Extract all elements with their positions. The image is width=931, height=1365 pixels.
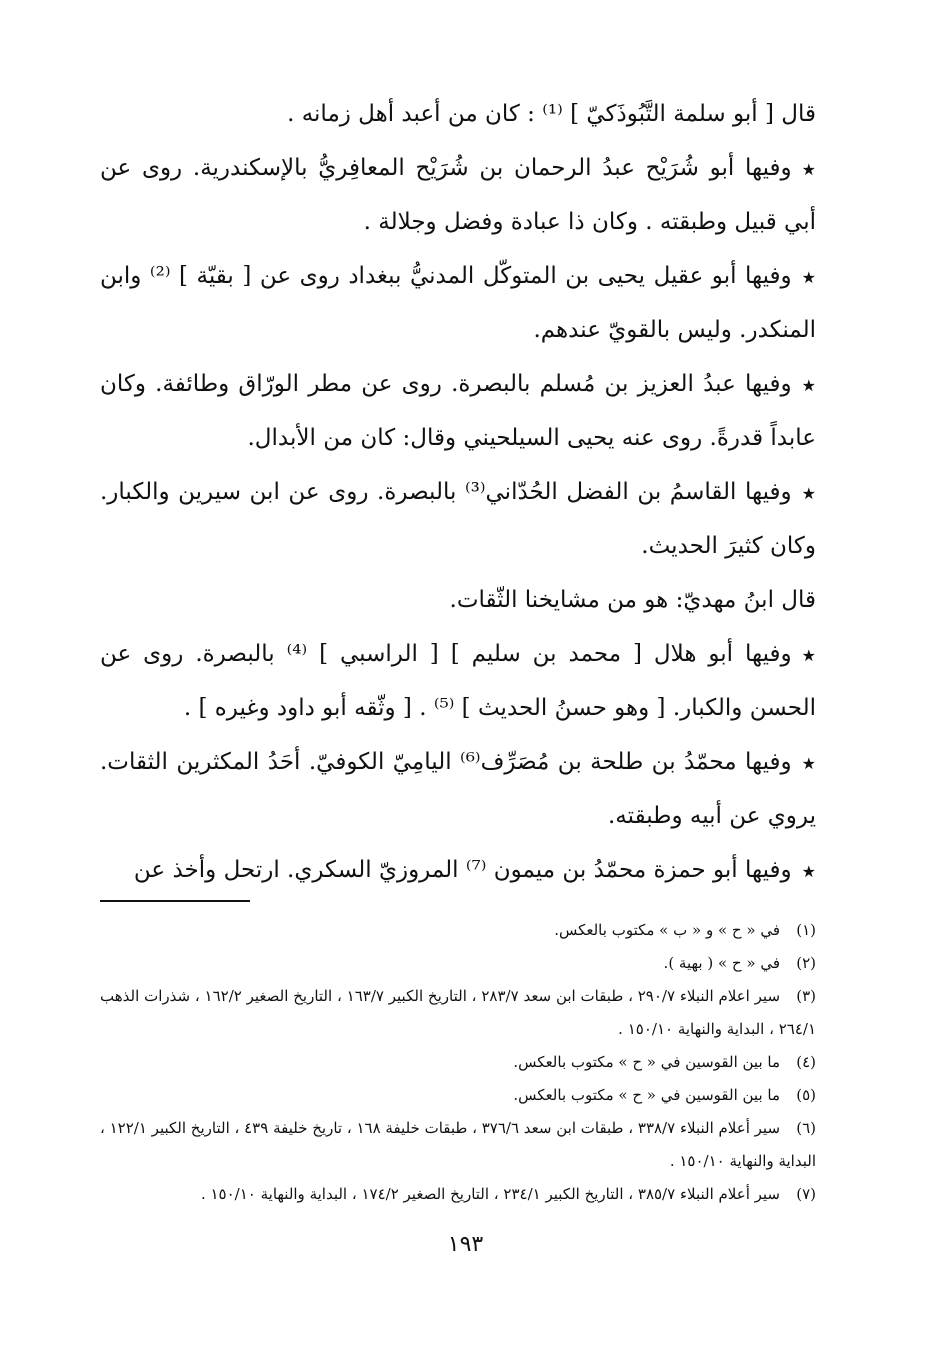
- paragraph-2-text: وفيها أبو شُرَيْح عبدُ الرحمان بن شُرَيْح المعافِريُّ بالإسكندرية. روى عن أبي قبيل وطبقته . وكان ذا عبادة وفضل وجلالة .: [100, 155, 816, 235]
- page-number: ١٩٣: [447, 1232, 484, 1257]
- footnote-text: في « ح » ( بهية ).: [663, 954, 780, 972]
- star-marker: ★: [801, 160, 816, 179]
- footnote-text: ما بين القوسين في « ح » مكتوب بالعكس.: [513, 1086, 780, 1104]
- paragraph-6: [100, 574, 816, 626]
- footnote-5: [100, 1079, 816, 1112]
- paragraph-2: [100, 142, 816, 248]
- star-marker: ★: [801, 376, 816, 395]
- footnote-number: (٣): [796, 987, 817, 1005]
- paragraph-8-text: وفيها محمّدُ بن طلحة بن مُصَرِّف⁽⁶⁾ اليامِيّ الكوفيّ. أحَدُ المكثرين الثقات. يروي عن أبيه وطبقته.: [100, 749, 816, 829]
- star-marker: ★: [801, 754, 816, 773]
- footnote-number: (٥): [796, 1086, 816, 1104]
- paragraph-3: [100, 250, 816, 356]
- footnote-number: (٤): [796, 1053, 816, 1071]
- paragraph-5-text: وفيها القاسمُ بن الفضل الحُدّاني⁽³⁾ بالبصرة. روى عن ابن سيرين والكبار. وكان كثيرَ الحديث.: [100, 479, 816, 559]
- footnote-text: سير اعلام النبلاء ٢٩٠/٧ ، طبقات ابن سعد ٢٨٣/٧ ، التاريخ الكبير ١٦٣/٧ ، التاريخ الصغير ١٦٢/٢ ، شذرات الذهب ٢٦٤/١ ، البداية والنهاية ١٥٠/١٠ .: [100, 987, 816, 1038]
- main-text: [100, 88, 816, 898]
- footnote-1: [100, 914, 816, 947]
- footnote-number: (٦): [796, 1119, 817, 1137]
- footnote-number: (١): [796, 921, 816, 939]
- footnote-6: [100, 1112, 816, 1178]
- footnote-text: في « ح » و « ب » مكتوب بالعكس.: [554, 921, 780, 939]
- paragraph-7: [100, 628, 816, 734]
- footnote-3: [100, 980, 816, 1046]
- footnotes: [100, 914, 816, 1211]
- paragraph-4: [100, 358, 816, 464]
- footnote-text: سير أعلام النبلاء ٣٨٥/٧ ، التاريخ الكبير ٢٣٤/١ ، التاريخ الصغير ١٧٤/٢ ، البداية والنهاية ١٥٠/١٠ .: [200, 1185, 780, 1203]
- footnote-divider: [100, 900, 816, 914]
- footnote-2: [100, 947, 816, 980]
- paragraph-5: [100, 466, 816, 572]
- footnote-number: (٧): [796, 1185, 816, 1203]
- paragraph-4-text: وفيها عبدُ العزيز بن مُسلم بالبصرة. روى عن مطر الورّاق وطائفة. وكان عابداً قدرةً. روى عنه يحيى السيلحيني وقال: كان من الأبدال.: [100, 371, 816, 451]
- footnote-number: (٢): [796, 954, 816, 972]
- footnote-rule: [100, 900, 250, 902]
- page-body: [100, 88, 816, 1211]
- star-marker: ★: [801, 862, 816, 881]
- paragraph-6-text: قال ابنُ مهديّ: هو من مشايخنا الثّقات.: [449, 587, 816, 613]
- paragraph-7-text: وفيها أبو هلال [ محمد بن سليم ] [ الراسبي ] ⁽⁴⁾ بالبصرة. روى عن الحسن والكبار. [ وهو حسنُ الحديث ] ⁽⁵⁾ . [ وثّقه أبو داود وغيره ] .: [100, 641, 816, 721]
- footnote-4: [100, 1046, 816, 1079]
- paragraph-9: [100, 844, 816, 898]
- star-marker: ★: [801, 268, 817, 287]
- footnote-text: ما بين القوسين في « ح » مكتوب بالعكس.: [513, 1053, 780, 1071]
- paragraph-8: [100, 736, 816, 842]
- paragraph-9-text: وفيها أبو حمزة محمّدُ بن ميمون ⁽⁷⁾ المروزيّ السكري. ارتحل وأخذ عن: [133, 857, 792, 883]
- star-marker: ★: [801, 484, 816, 503]
- paragraph-3-text: وفيها أبو عقيل يحيى بن المتوكّل المدنيُّ ببغداد روى عن [ بقيّة ] ⁽²⁾ وابن المنكدر. وليس بالقويّ عندهم.: [100, 263, 816, 343]
- footnote-text: سير أعلام النبلاء ٣٣٨/٧ ، طبقات ابن سعد ٣٧٦/٦ ، طبقات خليفة ١٦٨ ، تاريخ خليفة ٤٣٩ ، التاريخ الكبير ١٢٢/١ ، البداية والنهاية ١٥٠/١٠ .: [100, 1119, 816, 1170]
- footnote-7: [100, 1178, 816, 1211]
- paragraph-1: [100, 88, 816, 140]
- star-marker: ★: [801, 646, 816, 665]
- paragraph-1-text: قال [ أبو سلمة التَّبُوذَكيّ ] ⁽¹⁾ : كان من أعبد أهل زمانه .: [287, 101, 816, 127]
